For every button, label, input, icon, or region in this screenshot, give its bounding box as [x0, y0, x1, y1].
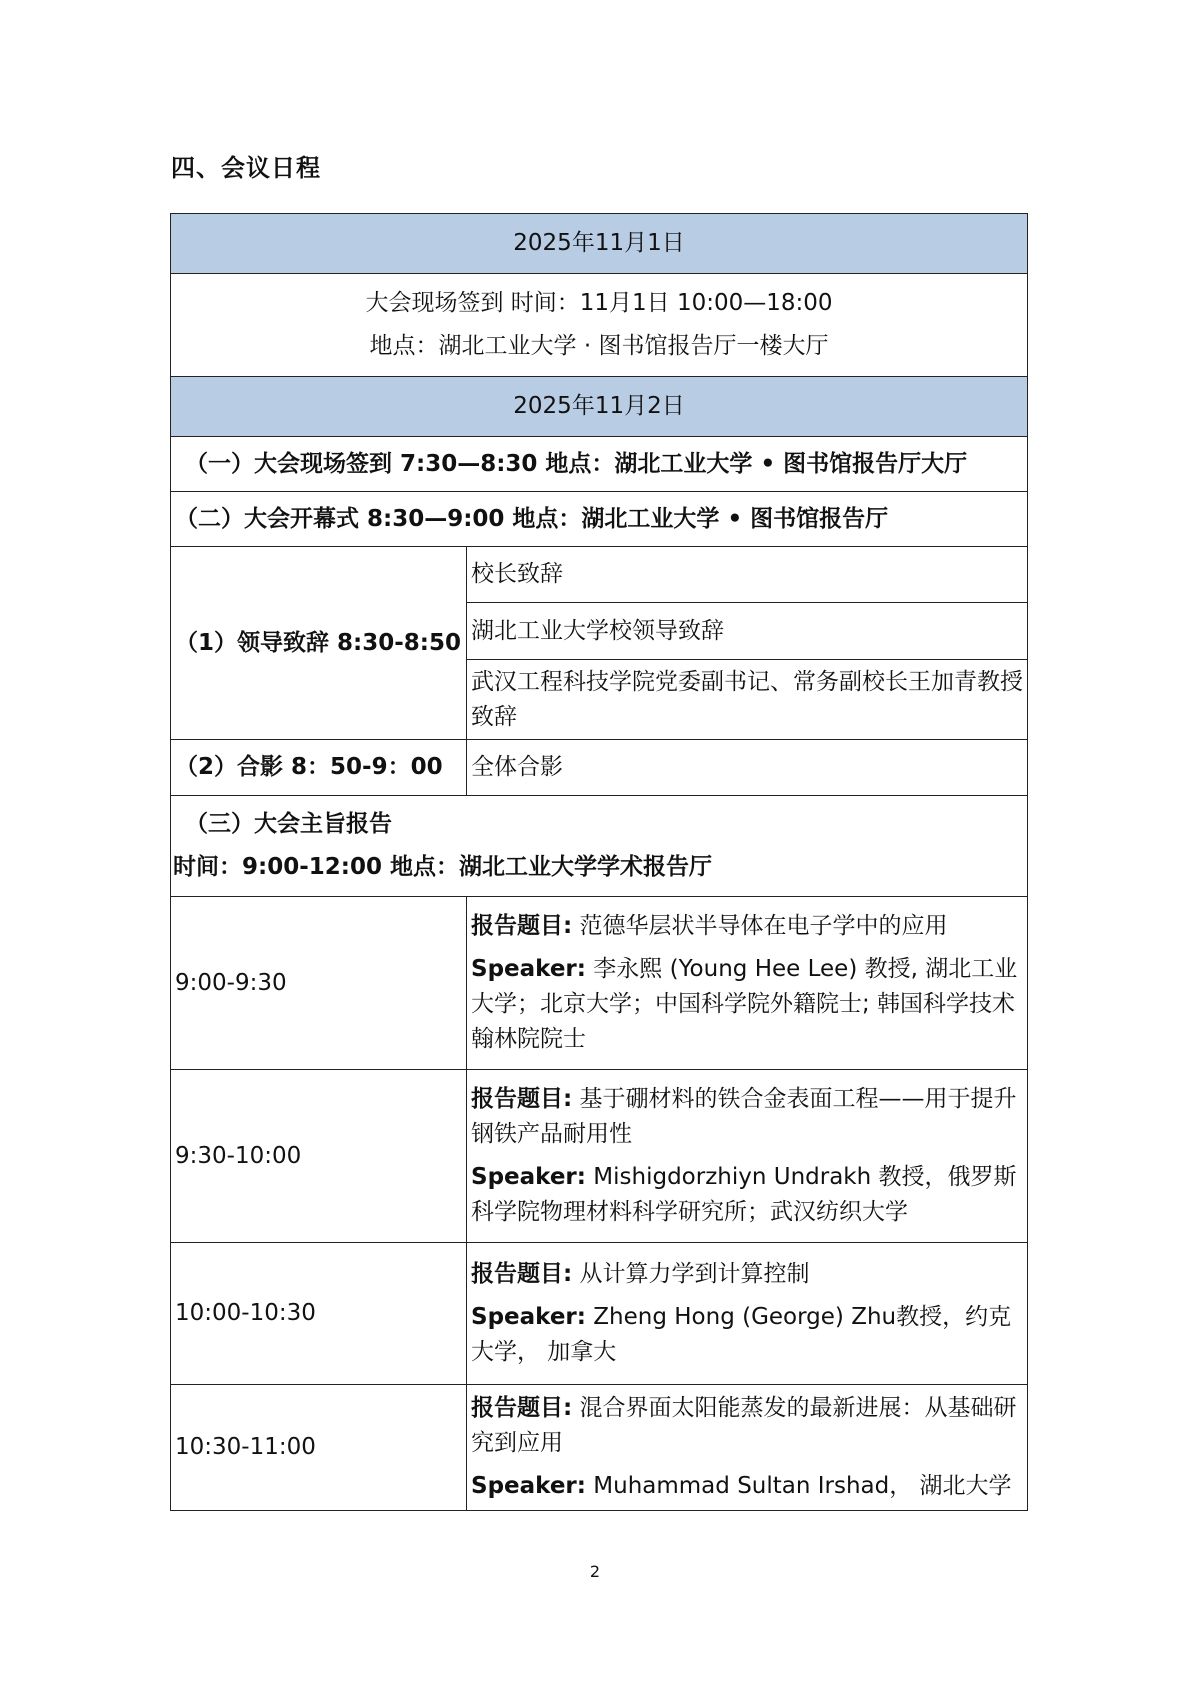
keynote-header-row — [171, 796, 1028, 897]
talk-row — [171, 1385, 1028, 1511]
talk-details — [467, 897, 1028, 1070]
speech-item: 校长致辞 — [467, 547, 1028, 603]
day2-date: 2025年11月2日 — [171, 377, 1028, 437]
page-number: 2 — [589, 1562, 601, 1581]
talk-time: 10:00-10:30 — [171, 1243, 467, 1385]
talk-details — [467, 1070, 1028, 1243]
talk-row — [171, 1070, 1028, 1243]
talk-topic: 从计算力学到计算控制 — [579, 1261, 810, 1287]
speeches-row-1 — [171, 547, 1028, 603]
speech-item: 武汉工程科技学院党委副书记、常务副校长王加青教授致辞 — [467, 660, 1028, 740]
talk-speaker-label: Speaker: — [471, 1473, 586, 1499]
keynote-time-location: 时间：9:00-12:00 地点：湖北工业大学学术报告厅 — [173, 854, 712, 880]
day2-item1-row — [171, 437, 1028, 492]
talk-speaker: Muhammad Sultan Irshad， 湖北大学 — [593, 1473, 1012, 1499]
talk-topic-label: 报告题目: — [471, 1395, 573, 1421]
talk-topic: 基于硼材料的铁合金表面工程——用于提升钢铁产品耐用性 — [471, 1086, 1017, 1147]
talk-topic-label: 报告题目: — [471, 1086, 573, 1112]
talk-topic: 范德华层状半导体在电子学中的应用 — [579, 913, 948, 939]
talk-details — [467, 1385, 1028, 1511]
photo-text: 全体合影 — [467, 740, 1028, 796]
day2-item1: （一）大会现场签到 7:30—8:30 地点：湖北工业大学 • 图书馆报告厅大厅 — [171, 437, 1028, 492]
talk-speaker: Zheng Hong (George) Zhu教授，约克大学， 加拿大 — [471, 1304, 1012, 1365]
talk-time: 10:30-11:00 — [171, 1385, 467, 1511]
schedule-table — [170, 213, 1028, 1511]
keynote-title: （三）大会主旨报告 — [185, 811, 392, 837]
talk-speaker-label: Speaker: — [471, 1304, 586, 1330]
talk-topic-label: 报告题目: — [471, 913, 573, 939]
day2-item2-row — [171, 492, 1028, 547]
section-heading: 四、会议日程 — [171, 154, 321, 182]
day1-checkin-cell — [171, 274, 1028, 377]
day1-date-row — [171, 214, 1028, 274]
talk-time: 9:30-10:00 — [171, 1070, 467, 1243]
talk-time: 9:00-9:30 — [171, 897, 467, 1070]
talk-topic-label: 报告题目: — [471, 1261, 573, 1287]
day2-date-row — [171, 377, 1028, 437]
talk-row — [171, 1243, 1028, 1385]
day1-checkin-line: 大会现场签到 时间：11月1日 10:00—18:00 — [365, 290, 833, 316]
talk-details — [467, 1243, 1028, 1385]
speech-item: 湖北工业大学校领导致辞 — [467, 603, 1028, 660]
talk-speaker-label: Speaker: — [471, 956, 586, 982]
talk-speaker-label: Speaker: — [471, 1164, 586, 1190]
day1-date: 2025年11月1日 — [171, 214, 1028, 274]
speeches-label: （1）领导致辞 8:30-8:50 — [171, 547, 467, 740]
photo-label: （2）合影 8：50-9：00 — [171, 740, 467, 796]
day1-location-line: 地点：湖北工业大学 · 图书馆报告厅一楼大厅 — [369, 333, 829, 359]
talk-topic: 混合界面太阳能蒸发的最新进展：从基础研究到应用 — [471, 1395, 1017, 1456]
talk-speaker: Mishigdorzhiyn Undrakh 教授，俄罗斯科学院物理材料科学研究所；武汉纺织大学 — [471, 1164, 1017, 1225]
day2-item2: （二）大会开幕式 8:30—9:00 地点：湖北工业大学 • 图书馆报告厅 — [171, 492, 1028, 547]
day1-checkin-row — [171, 274, 1028, 377]
talk-row — [171, 897, 1028, 1070]
keynote-header-cell — [171, 796, 1028, 897]
talk-speaker: 李永熙 (Young Hee Lee) 教授, 湖北工业大学；北京大学；中国科学院外籍院士; 韩国科学技术翰林院院士 — [471, 956, 1018, 1052]
photo-row — [171, 740, 1028, 796]
